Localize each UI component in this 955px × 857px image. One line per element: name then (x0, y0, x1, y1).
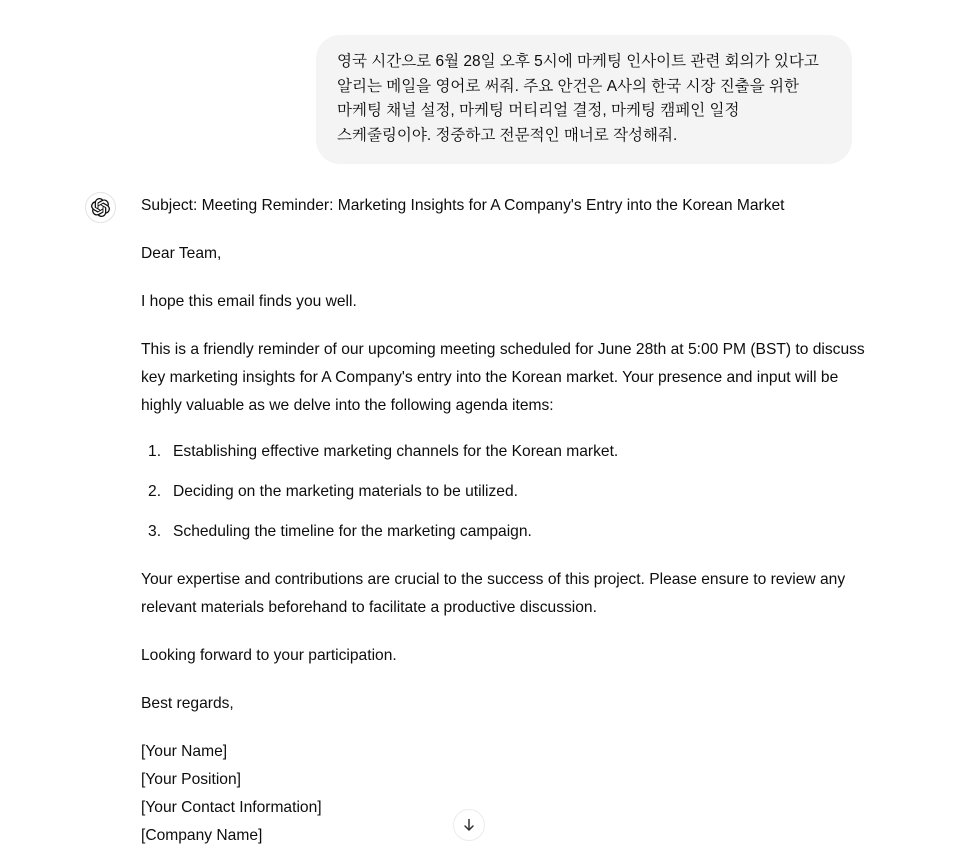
email-salutation: Dear Team, (141, 245, 222, 262)
email-signature-block (141, 738, 865, 850)
agenda-list (141, 440, 865, 566)
user-message-bubble[interactable]: 영국 시간으로 6월 28일 오후 5시에 마케팅 인사이트 관련 회의가 있다고 알리는 메일을 영어로 써줘. 주요 안건은 A사의 한국 시장 진출을 위한 마케팅 채널 설정, 마케팅 머티리얼 결정, 마케팅 캠페인 일정 스케줄링이야. 정중하고 전문적인 매너로 작성해줘. (316, 35, 852, 164)
list-item: Deciding on the marketing materials to be utilized. (173, 483, 518, 500)
assistant-message-turn (0, 192, 955, 850)
email-opening-line: I hope this email finds you well. (141, 293, 357, 310)
assistant-avatar (85, 192, 116, 223)
arrow-down-icon (461, 817, 477, 833)
user-message-turn (0, 35, 955, 164)
list-item: Establishing effective marketing channels for the Korean market. (173, 443, 619, 460)
signature-name: [Your Name] (141, 743, 228, 760)
email-body-paragraph: This is a friendly reminder of our upcoming meeting scheduled for June 28th at 5:00 PM (BST) to discuss key marketing insights for A Company's entry into the Korean market. Your presence and input will be highly valuable as we delve into the following agenda items: (141, 341, 865, 414)
list-item: Scheduling the timeline for the marketing campaign. (173, 523, 532, 540)
signature-company: [Company Name] (141, 827, 263, 844)
signature-position: [Your Position] (141, 771, 241, 788)
scroll-to-bottom-button[interactable] (453, 809, 485, 841)
signature-contact: [Your Contact Information] (141, 799, 322, 816)
openai-logo-icon (91, 198, 110, 217)
assistant-response-content (141, 192, 955, 850)
email-closing-paragraph: Your expertise and contributions are crucial to the success of this project. Please ensure to review any relevant materials beforehand to facilitate a productive discussion. (141, 571, 846, 616)
email-sign-off: Best regards, (141, 695, 234, 712)
email-looking-forward-line: Looking forward to your participation. (141, 647, 397, 664)
email-subject-line: Subject: Meeting Reminder: Marketing Insights for A Company's Entry into the Korean Market (141, 197, 785, 214)
